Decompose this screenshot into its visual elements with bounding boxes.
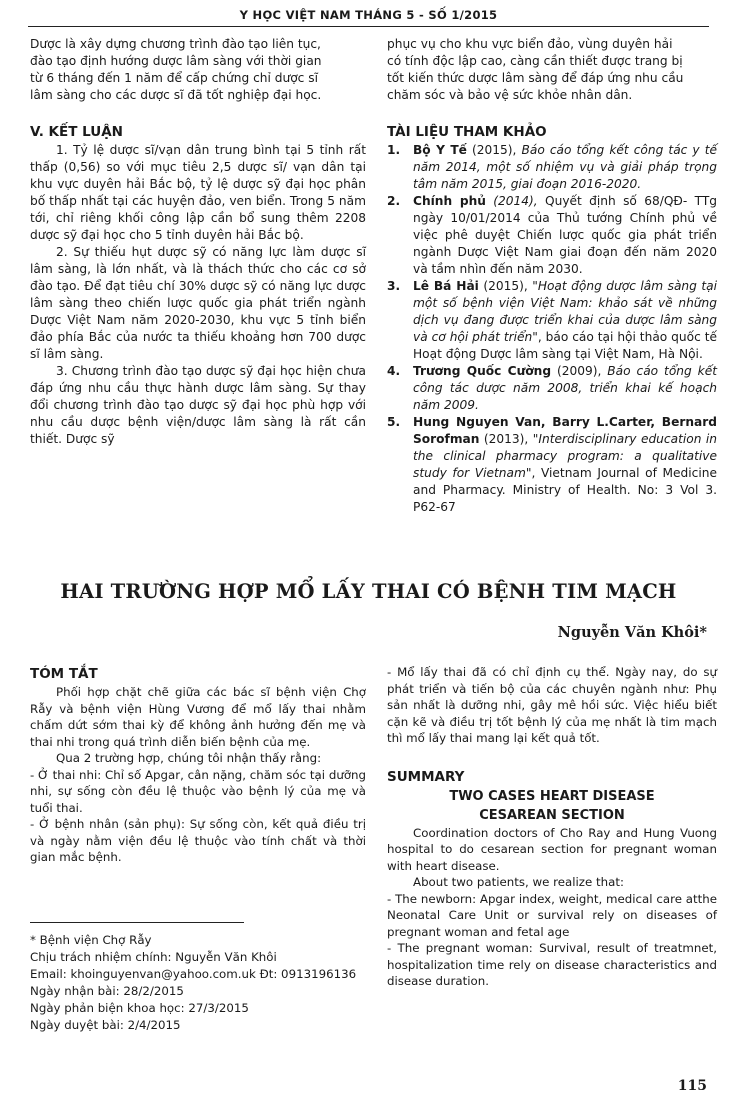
footnote-affiliation: * Bệnh viện Chợ Rẫy [30, 933, 152, 947]
footnote-reviewed: Ngày phản biện khoa học: 27/3/2015 [30, 1001, 249, 1015]
reference-number: 3. [387, 279, 401, 293]
reference-list [387, 142, 717, 516]
summary-title-line: TWO CASES HEART DISEASE [449, 788, 655, 804]
article-author: Nguyễn Văn Khôi* [557, 624, 707, 641]
reference-number: 2. [387, 194, 401, 208]
top-right-column [387, 36, 717, 516]
article-title: HAI TRƯỜNG HỢP MỔ LẤY THAI CÓ BỆNH TIM MẠCH [60, 580, 677, 603]
abstract-bullet: - Ở bệnh nhân (sản phụ): Sự sống còn, kết quả điều trị và ngày nằm viện đều lệ thuộc vào tính chất và thời gian mắc bệnh. [30, 817, 366, 864]
reference-item [387, 278, 717, 363]
intro-line: Dược là xây dựng chương trình đào tạo liên tục, [30, 37, 321, 51]
intro-line: đào tạo định hướng dược lâm sàng với thời gian [30, 54, 322, 68]
reference-number: 1. [387, 143, 401, 157]
intro-line: từ 6 tháng đến 1 năm để cấp chứng chỉ dược sĩ [30, 71, 318, 85]
reference-title: Hoạt động dược lâm sàng tại một số bệnh viện Việt Nam: khảo sát về những dịch vụ đang được triển khai của dược lâm sàng và cơ hội phát triển [413, 279, 717, 344]
reference-text: (2015), [466, 143, 522, 157]
conclusion-paragraph: 2. Sự thiếu hụt dược sỹ có năng lực làm dược sĩ lâm sàng, là lớn nhất, và là thách thức cho các cơ sở đào tạo. Để đạt tiêu chí 30% dược sỹ có năng lực dược lâm sàng theo chiến lược quốc gia phát triển ngành Dược Việt Nam năm 2020-2030, khu vực 5 tỉnh biển đảo phía Bắc của nước ta thiếu khoảng hơn 700 dược sĩ lâm sàng. [30, 245, 366, 361]
page-number: 115 [677, 1078, 707, 1094]
reference-author: Bộ Y Tế [413, 143, 467, 157]
reference-title: Báo cáo tổng kết công tác y tế năm 2014, một số nhiệm vụ và giải pháp trọng tâm năm 2015, giai đoạn 2016-2020. [413, 143, 717, 191]
abstract-heading: TÓM TẮT [30, 666, 98, 682]
abstract-bullet: - Ở thai nhi: Chỉ số Apgar, cân nặng, chăm sóc tại dưỡng nhi, sự sống còn đều lệ thuộc vào bệnh lý của mẹ và tuổi thai. [30, 767, 366, 815]
reference-number: 5. [387, 415, 401, 429]
footnote-approved: Ngày duyệt bài: 2/4/2015 [30, 1018, 181, 1032]
footnote [30, 932, 370, 1034]
top-left-column [30, 36, 366, 448]
summary-bullet: - The newborn: Apgar index, weight, medical care atthe Neonatal Care Unit or survival rely on diseases of pregnant woman and fetal age [387, 891, 717, 939]
reference-author: Hung Nguyen Van, Barry L.Carter, Bernard Sorofman [413, 415, 717, 446]
reference-item [387, 142, 717, 193]
intro-line: chăm sóc và bảo vệ sức khỏe nhân dân. [387, 88, 633, 102]
running-header: Y HỌC VIỆT NAM THÁNG 5 - SỐ 1/2015 [239, 8, 498, 22]
reference-title: (2014), [493, 194, 538, 208]
conclusion-paragraph: 3. Chương trình đào tạo dược sỹ đại học hiện chưa đáp ứng nhu cầu thực hành dược lâm sàng. Sự thay đổi chương trình đào tạo dược sỹ đại học phù hợp với nhu cầu dược bệnh viện/dược lâm sàng là rất cần thiết. Dược sỹ [30, 364, 366, 446]
summary-bullet: - The pregnant woman: Survival, result of treatmnet, hospitalization time rely on disease characteristics and disease duration. [387, 941, 717, 988]
reference-author: Chính phủ [413, 194, 486, 208]
summary-paragraph: Coordination doctors of Cho Ray and Hung Vuong hospital to do cesarean section for pregnant woman with heart disease. [387, 825, 717, 873]
reference-text: (2009), [551, 364, 608, 378]
reference-text: ", Vietnam Journal of Medicine and Pharmacy. Ministry of Health. No: 3 Vol 3. P62-67 [413, 466, 717, 514]
abstract-paragraph: Phối hợp chặt chẽ giữa các bác sĩ bệnh viện Chợ Rẫy và bệnh viện Hùng Vương để mổ lấy thai nhằm chấm dứt sớm thai kỳ để không ảnh hưởng đến mẹ và thai nhi trong quá trình diễn biến bệnh của mẹ. [30, 685, 366, 749]
intro-line: tốt kiến thức dược lâm sàng để đáp ứng nhu cầu [387, 71, 684, 85]
header-rule [28, 26, 709, 27]
references-heading: TÀI LIỆU THAM KHẢO [387, 124, 547, 140]
reference-title: Báo cáo tổng kết công tác dược năm 2008, triển khai kế hoạch năm 2009. [413, 364, 717, 412]
reference-text: (2013), " [479, 432, 539, 446]
conclusion-heading: V. KẾT LUẬN [30, 124, 123, 140]
reference-item [387, 414, 717, 516]
reference-text: Quyết định số 68/QĐ- TTg ngày 10/01/2014 của Thủ tướng Chính phủ về việc phê duyệt Chiến lược quốc gia phát triển ngành Dược Việt Nam giai đoạn đến năm 2020 và tầm nhìn đến năm 2030. [413, 194, 718, 276]
conclusion-paragraph: 1. Tỷ lệ dược sĩ/vạn dân trung bình tại 5 tỉnh rất thấp (0,56) so với mục tiêu 2,5 dược sĩ/ vạn dân tại khu vực duyên hải Bắc bộ, tỷ lệ dược sỹ đại học phân bố thấp nhất tại các huyện đảo, ven biển. Trong 5 năm tới, chỉ riêng khối công lập cần bổ sung thêm 2208 dược sỹ đại học cho 5 tỉnh duyên hải Bắc bộ. [30, 143, 366, 242]
intro-line: lâm sàng cho các dược sĩ đã tốt nghiệp đại học. [30, 88, 322, 102]
reference-item [387, 363, 717, 414]
reference-title: Interdisciplinary education in the clinical pharmacy program: a qualitative study for Vietnam [413, 432, 717, 480]
intro-line: phục vụ cho khu vực biển đảo, vùng duyên hải [387, 37, 673, 51]
summary-title-line: CESAREAN SECTION [479, 807, 625, 823]
reference-number: 4. [387, 364, 401, 378]
footnote-received: Ngày nhận bài: 28/2/2015 [30, 984, 184, 998]
abstract-bullet: - Mổ lấy thai đã có chỉ định cụ thể. Ngày nay, do sự phát triển và tiến bộ của các chuyên ngành như: Phụ sản nhất là dưỡng nhi, gây mê hồi sức. Việc hiểu biết cặn kẽ và điều trị tốt bệnh lý của mẹ nhất là tim mạch thì mổ lấy thai mang lại kết quả tốt. [387, 665, 717, 745]
footnote-contact: Email: khoinguyenvan@yahoo.com.uk Đt: 0913196136 [30, 967, 357, 981]
footnote-rule [30, 922, 244, 923]
reference-author: Trương Quốc Cường [413, 364, 552, 378]
reference-text: ", báo cáo tại hội thảo quốc tế Hoạt động Dược lâm sàng tại Việt Nam, Hà Nội. [413, 330, 717, 361]
abstract-vi-column [30, 664, 366, 866]
intro-line: có tính độc lập cao, càng cần thiết được trang bị [387, 54, 683, 68]
footnote-responsible: Chịu trách nhiệm chính: Nguyễn Văn Khôi [30, 950, 277, 964]
abstract-paragraph: Qua 2 trường hợp, chúng tôi nhận thấy rằng: [56, 751, 322, 765]
reference-item [387, 193, 717, 278]
summary-heading: SUMMARY [387, 768, 465, 785]
summary-column [387, 664, 717, 990]
summary-paragraph: About two patients, we realize that: [413, 875, 624, 889]
reference-author: Lê Bá Hải [413, 279, 479, 293]
reference-text: (2015), " [478, 279, 538, 293]
